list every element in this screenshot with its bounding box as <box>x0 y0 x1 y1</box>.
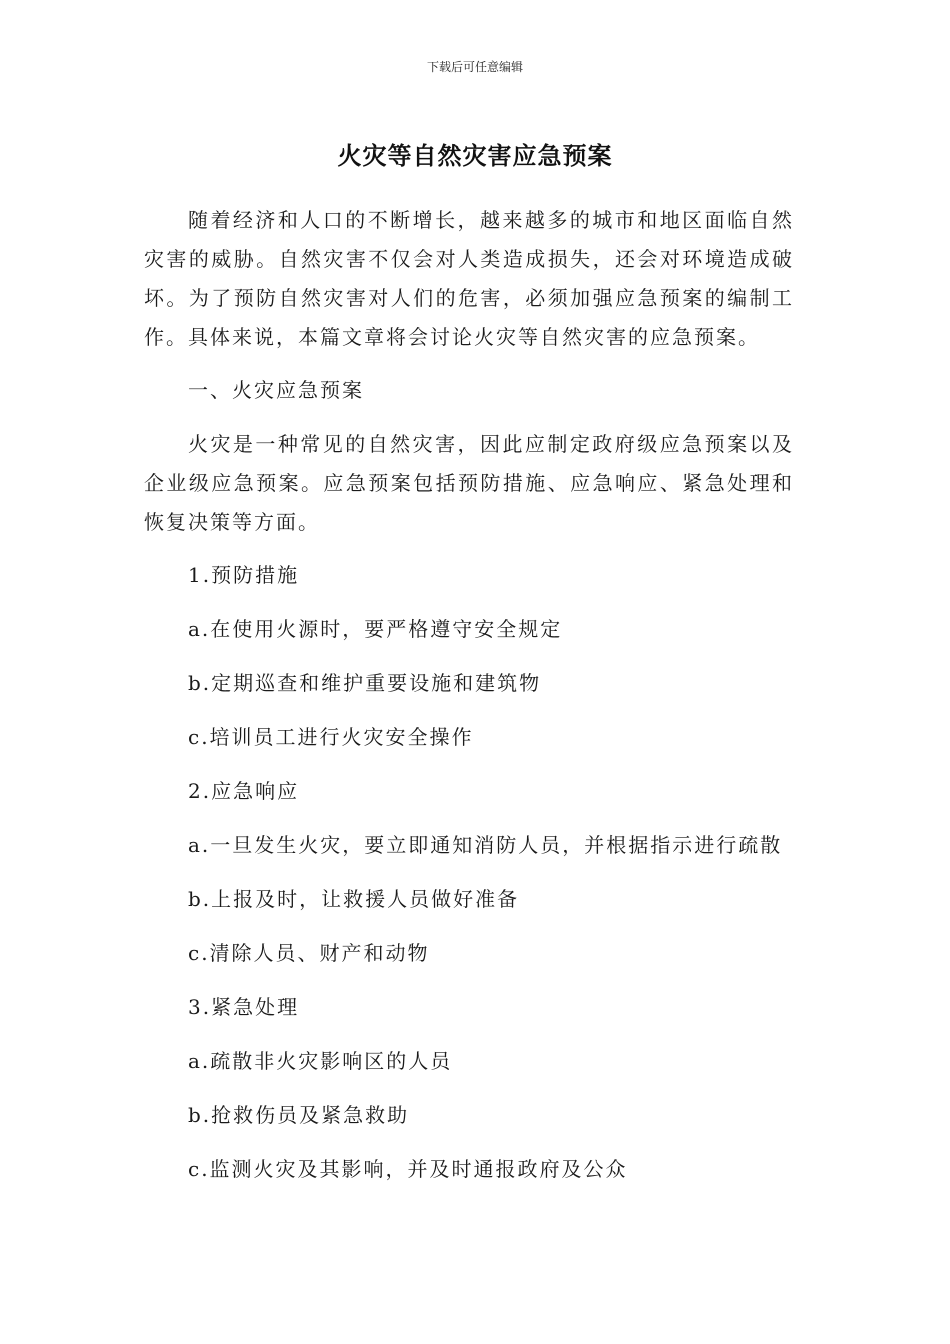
section-paragraph: 火灾是一种常见的自然灾害，因此应制定政府级应急预案以及企业级应急预案。应急预案包括预防措施、应急响应、紧急处理和恢复决策等方面。 <box>144 432 794 534</box>
document-title: 火灾等自然灾害应急预案 <box>337 142 613 170</box>
list-item: c.清除人员、财产和动物 <box>188 941 430 965</box>
section-heading: 一、火灾应急预案 <box>188 378 364 402</box>
list-item: a.一旦发生火灾，要立即通知消防人员，并根据指示进行疏散 <box>188 833 783 857</box>
list-item: b.定期巡查和维护重要设施和建筑物 <box>188 671 542 695</box>
list-item: c.监测火灾及其影响，并及时通报政府及公众 <box>188 1157 628 1181</box>
list-item: a.在使用火源时，要严格遵守安全规定 <box>188 617 563 641</box>
list-item: 1.预防措施 <box>188 563 300 587</box>
list-item: a.疏散非火灾影响区的人员 <box>188 1049 453 1073</box>
list-item: 2.应急响应 <box>188 779 300 803</box>
header-note: 下载后可任意编辑 <box>426 60 523 74</box>
list-item: c.培训员工进行火灾安全操作 <box>188 725 474 749</box>
list-item: b.上报及时，让救援人员做好准备 <box>188 887 520 911</box>
list-item: b.抢救伤员及紧急救助 <box>188 1103 410 1127</box>
intro-paragraph: 随着经济和人口的不断增长，越来越多的城市和地区面临自然灾害的威胁。自然灾害不仅会对人类造成损失，还会对环境造成破坏。为了预防自然灾害对人们的危害，必须加强应急预案的编制工作。具体来说，本篇文章将会讨论火灾等自然灾害的应急预案。 <box>144 208 794 349</box>
list-item: 3.紧急处理 <box>188 995 300 1019</box>
